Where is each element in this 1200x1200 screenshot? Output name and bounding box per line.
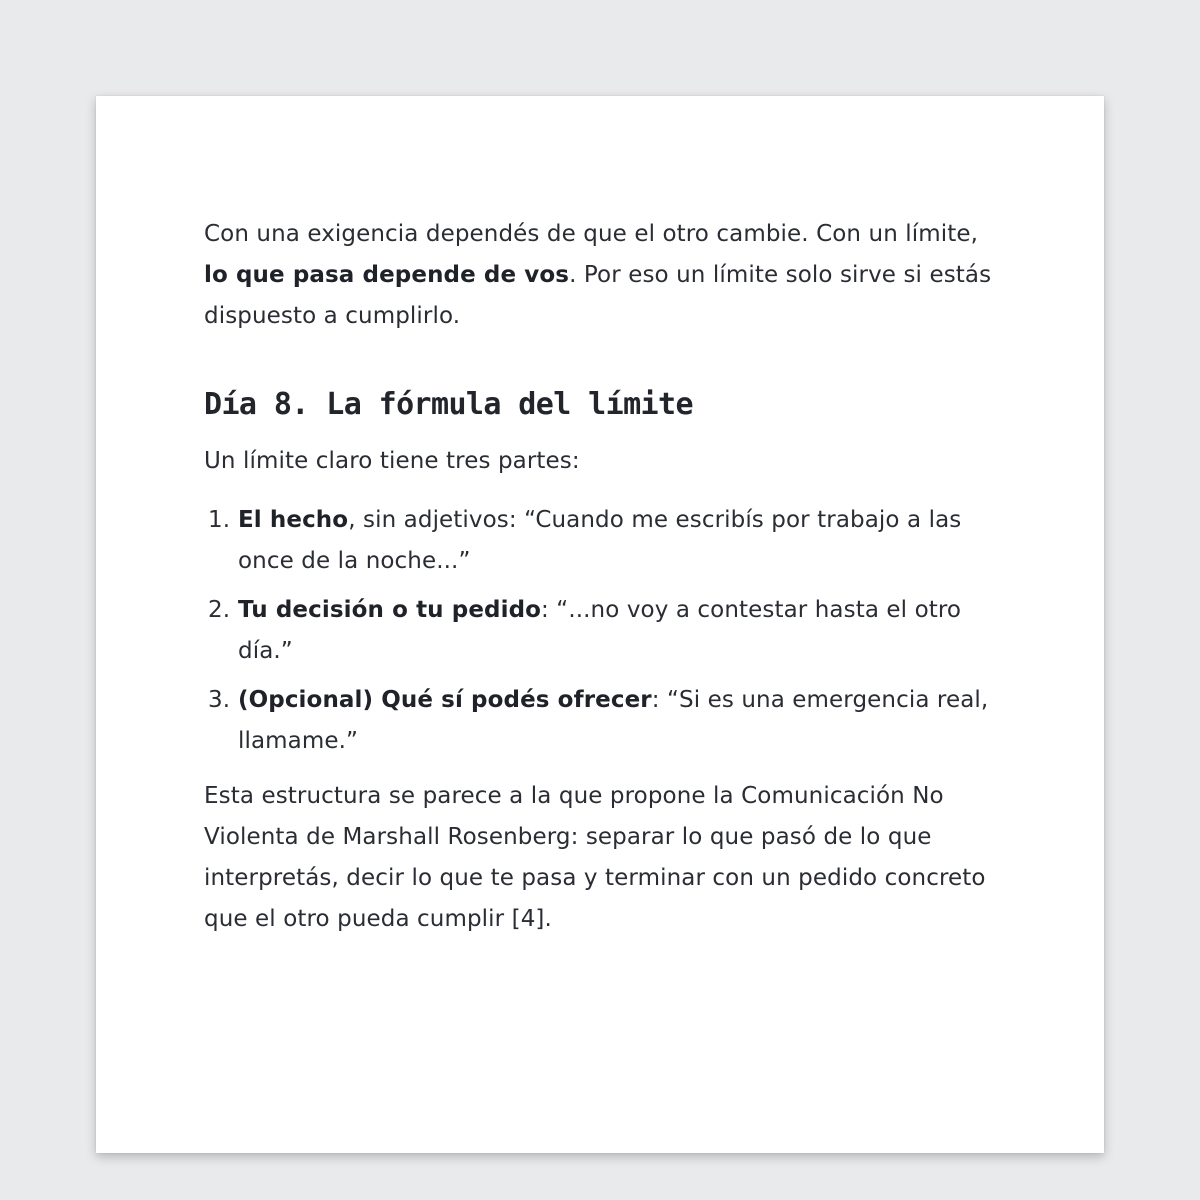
document-content	[204, 214, 1004, 940]
list-item-number: 2.	[208, 597, 231, 623]
document-page	[96, 96, 1104, 1153]
list-item-text: : “...no voy a contestar hasta el otro día.”	[238, 597, 962, 664]
formula-list	[204, 500, 1004, 762]
section-heading: Día 8. La fórmula del límite	[204, 387, 693, 422]
section-lead: Un límite claro tiene tres partes:	[204, 448, 580, 474]
list-item	[204, 500, 1004, 582]
list-item-bold: El hecho	[238, 507, 349, 533]
intro-bold-text: lo que pasa depende de vos	[204, 262, 570, 288]
list-item	[204, 590, 1004, 672]
list-item	[204, 680, 1004, 762]
list-item-bold: (Opcional) Qué sí podés ofrecer	[238, 687, 652, 713]
intro-paragraph	[204, 214, 1004, 337]
intro-text-end: . Por eso un límite solo sirve si estás dispuesto a cumplirlo.	[204, 262, 992, 329]
list-item-bold: Tu decisión o tu pedido	[238, 597, 542, 623]
list-item-number: 3.	[208, 687, 231, 713]
list-item-number: 1.	[208, 507, 231, 533]
intro-text-start: Con una exigencia dependés de que el otro cambie. Con un límite,	[204, 221, 979, 247]
closing-paragraph: Esta estructura se parece a la que propone la Comunicación No Violenta de Marshall Rosenberg: separar lo que pasó de lo que interpretás, decir lo que te pasa y terminar con un pedido concreto que el otro pueda cumplir [4].	[204, 783, 986, 932]
list-item-text: , sin adjetivos: “Cuando me escribís por trabajo a las once de la noche...”	[238, 507, 962, 574]
list-item-text: : “Si es una emergencia real, llamame.”	[238, 687, 989, 754]
